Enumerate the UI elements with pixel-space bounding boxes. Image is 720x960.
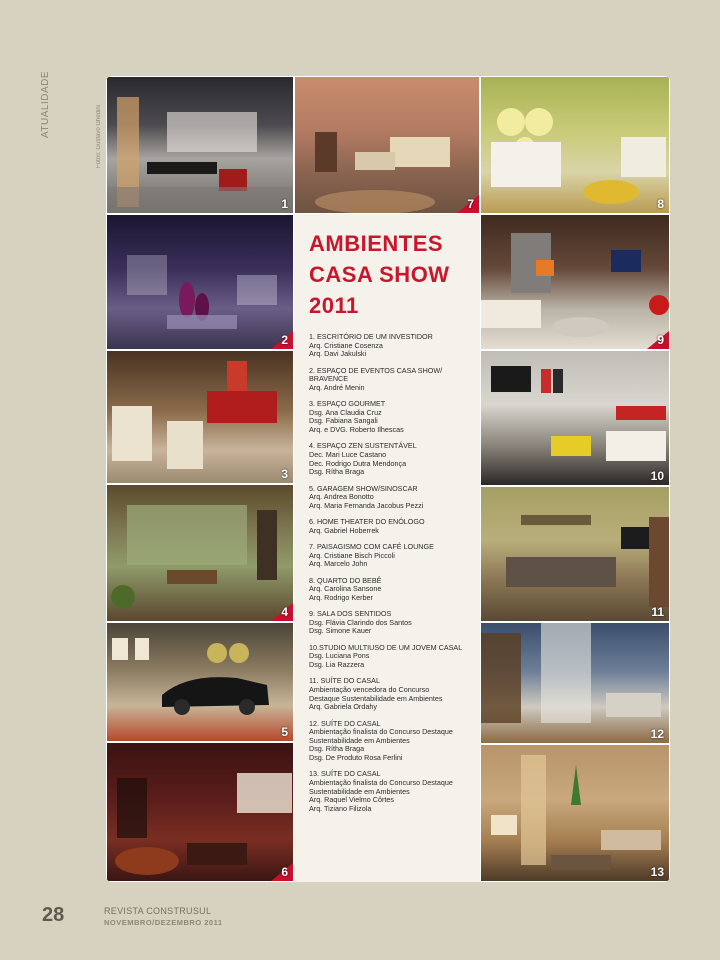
- entry-credit: Dsg. Lia Razzera: [309, 659, 365, 669]
- page-number: 28: [42, 904, 65, 926]
- entry-heading: 2. ESPAÇO DE EVENTOS CASA SHOW/: [309, 365, 443, 375]
- credit-entry: [309, 442, 479, 476]
- photo-1-office: [106, 76, 294, 214]
- photo-number: 10: [650, 469, 664, 483]
- photo-10-studio: [480, 350, 670, 486]
- title-line: AMBIENTES: [309, 231, 444, 256]
- entry-credit: Ambientação finalista do Concurso Destaque: [309, 727, 453, 737]
- entry-credit: Arq. Davi Jakulski: [309, 349, 367, 359]
- entry-credit: BRAVENCE: [309, 374, 349, 384]
- entry-heading: 4. ESPAÇO ZEN SUSTENTÁVEL: [309, 441, 417, 451]
- photo-2-events: [106, 214, 294, 350]
- photo-8-baby-room: [480, 76, 670, 214]
- entry-credit: Arq. Carolina Sansone: [309, 584, 382, 594]
- photo-11-suite: [480, 486, 670, 622]
- entry-credit: Ambientação finalista do Concurso Destaque: [309, 777, 453, 787]
- entry-credit: Arq. e DVG. Roberto Ilhescas: [309, 424, 404, 434]
- entry-credit: Ambientação vencedora do Concurso: [309, 684, 430, 694]
- photo-number: 7: [467, 197, 474, 211]
- photo-3-gourmet: [106, 350, 294, 484]
- entry-heading: 10.STUDIO MULTIUSO DE UM JOVEM CASAL: [309, 642, 463, 652]
- photo-6-home-theater: [106, 742, 294, 882]
- entry-credit: Arq. Gabriel Hoberrek: [309, 525, 379, 535]
- entry-credit: Sustentabilidade em Ambientes: [309, 786, 410, 796]
- entry-credit: Dsg. Simone Kauer: [309, 626, 372, 636]
- photo-number: 9: [657, 333, 664, 347]
- entry-credit: Arq. Tiziano Filizola: [309, 803, 372, 813]
- entry-heading: 6. HOME THEATER DO ENÓLOGO: [309, 517, 425, 527]
- credit-entry: [309, 543, 479, 569]
- photo-number: 4: [281, 605, 288, 619]
- entry-credit: Dsg. Flávia Clarindo dos Santos: [309, 617, 412, 627]
- credit-entry: [309, 367, 479, 393]
- photo-number: 13: [650, 865, 664, 879]
- magazine-name: REVISTA CONSTRUSUL: [104, 906, 212, 916]
- photo-9-senses-room: [480, 214, 670, 350]
- entry-credit: Destaque Sustentabilidade em Ambientes: [309, 693, 443, 703]
- entry-credit: Arq. Cristiane Bisch Piccoli: [309, 550, 395, 560]
- photo-5-garage: [106, 622, 294, 742]
- photo-number: 5: [281, 725, 288, 739]
- photo-number: 12: [650, 727, 664, 741]
- photo-13-suite: [480, 744, 670, 882]
- credit-entry: [309, 577, 479, 603]
- entry-credit: Dsg. Rítha Braga: [309, 744, 365, 754]
- entry-credit: Arq. Andrea Bonotto: [309, 492, 374, 502]
- entry-heading: 1. ESCRITÓRIO DE UM INVESTIDOR: [309, 332, 433, 341]
- photo-credit: Fotos: Gustavo Ghedini: [96, 104, 102, 168]
- entry-credit: Dsg. Rítha Braga: [309, 467, 365, 477]
- entry-heading: 5. GARAGEM SHOW/SINOSCAR: [309, 483, 418, 493]
- credit-entry: [309, 485, 479, 511]
- photo-12-suite: [480, 622, 670, 744]
- entry-credit: Arq. Rodrigo Kerber: [309, 592, 373, 602]
- credit-entry: [309, 770, 479, 813]
- issue-date: NOVEMBRO/DEZEMBRO 2011: [104, 918, 223, 927]
- entry-credit: Arq. Maria Fernanda Jacobus Pezzi: [309, 500, 424, 510]
- entry-heading: 9. SALA DOS SENTIDOS: [309, 609, 392, 619]
- entry-credit: Arq. Gabriela Ordahy: [309, 702, 377, 712]
- entry-heading: 11. SUÍTE DO CASAL: [309, 676, 380, 686]
- credit-entry: [309, 610, 479, 636]
- title-line: CASA SHOW: [309, 262, 450, 287]
- photo-7-lounge: [294, 76, 480, 214]
- entry-credit: Arq. André Menin: [309, 382, 365, 392]
- entry-credit: Dec. Rodrigo Dutra Mendonça: [309, 458, 407, 468]
- credit-entry: [309, 400, 479, 434]
- credit-entry: [309, 677, 479, 711]
- credit-entry: [309, 720, 479, 763]
- entry-credit: Sustentabilidade em Ambientes: [309, 735, 410, 745]
- photo-4-zen: [106, 484, 294, 622]
- photo-number: 2: [281, 333, 288, 347]
- entry-credit: Arq. Raquel Vielmo Côrtes: [309, 795, 394, 805]
- photo-number: 8: [657, 197, 664, 211]
- entry-credit: Dsg. De Produto Rosa Ferlini: [309, 752, 403, 762]
- credit-entry: [309, 333, 479, 359]
- title-block: [309, 228, 495, 321]
- entry-credit: Dec. Mari Luce Castano: [309, 449, 387, 459]
- entry-credit: Arq. Cristiane Cosenza: [309, 340, 383, 350]
- entry-credit: Dsg. Ana Claudia Cruz: [309, 407, 382, 417]
- credits-list: [309, 333, 479, 821]
- section-label: ATUALIDADE: [40, 70, 51, 138]
- entry-credit: Dsg. Luciana Pons: [309, 651, 370, 661]
- entry-heading: 8. QUARTO DO BEBÊ: [309, 575, 382, 585]
- entry-heading: 13. SUÍTE DO CASAL: [309, 769, 381, 779]
- credit-entry: [309, 644, 479, 670]
- photo-number: 1: [281, 197, 288, 211]
- credit-entry: [309, 518, 479, 535]
- photo-number: 3: [281, 467, 288, 481]
- entry-heading: 7. PAISAGISMO COM CAFÉ LOUNGE: [309, 542, 434, 552]
- entry-credit: Arq. Marcelo John: [309, 559, 368, 569]
- photo-number: 11: [651, 605, 664, 619]
- entry-heading: 3. ESPAÇO GOURMET: [309, 399, 386, 409]
- photo-number: 6: [281, 865, 288, 879]
- entry-credit: Dsg. Fabiana Sangali: [309, 416, 378, 426]
- entry-heading: 12. SUÍTE DO CASAL: [309, 718, 381, 728]
- title-line: 2011: [309, 293, 359, 318]
